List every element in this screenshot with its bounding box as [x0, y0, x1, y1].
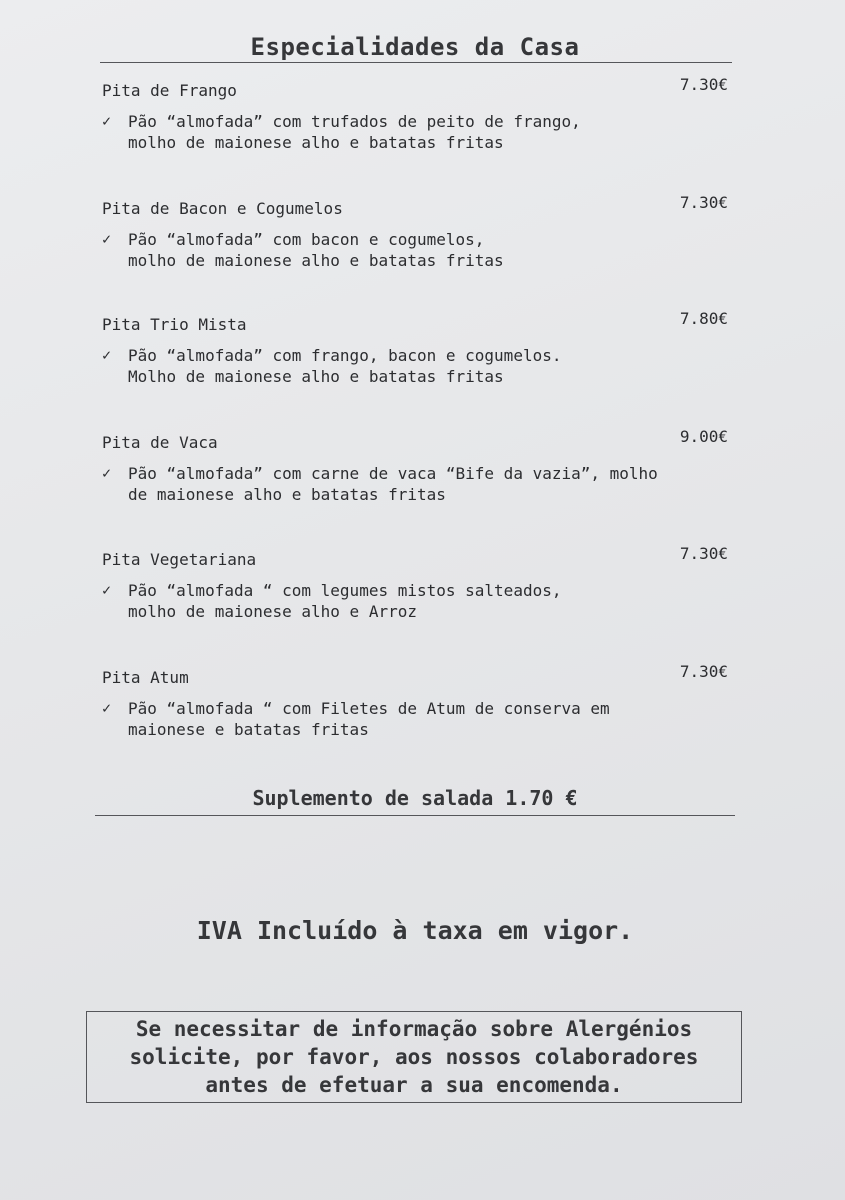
- description-line: Molho de maionese alho e batatas fritas: [128, 367, 504, 386]
- menu-item-price: 7.80€: [679, 309, 728, 328]
- menu-item-name: Pita Trio Mista: [102, 315, 247, 334]
- description-line: Pão “almofada” com trufados de peito de frango,: [128, 112, 581, 131]
- page-title: Especialidades da Casa: [250, 33, 580, 61]
- checkmark-icon: ✓: [102, 346, 112, 364]
- menu-item-price: 7.30€: [679, 193, 728, 212]
- salad-supplement: Suplemento de salada 1.70 €: [252, 786, 578, 810]
- menu-item-name: Pita Atum: [102, 668, 189, 687]
- menu-item-name: Pita Vegetariana: [102, 550, 257, 569]
- menu-item-name: Pita de Frango: [102, 81, 237, 100]
- description-line: de maionese alho e batatas fritas: [128, 485, 446, 504]
- menu-item-description: [102, 229, 504, 271]
- menu-item-price: 7.30€: [679, 662, 728, 681]
- checkmark-icon: ✓: [102, 464, 112, 482]
- menu-item-description: [102, 698, 610, 740]
- menu-item-description: [102, 345, 562, 387]
- description-line: molho de maionese alho e batatas fritas: [128, 251, 504, 270]
- allergen-notice-box: [86, 1011, 742, 1103]
- menu-item-name: Pita de Vaca: [102, 433, 218, 452]
- checkmark-icon: ✓: [102, 230, 112, 248]
- tax-note: IVA Incluído à taxa em vigor.: [196, 916, 634, 945]
- description-line: Pão “almofada “ com Filetes de Atum de conserva em: [128, 699, 610, 718]
- menu-item-description: [102, 111, 581, 153]
- menu-item-price: 7.30€: [679, 75, 728, 94]
- checkmark-icon: ✓: [102, 581, 112, 599]
- menu-item-description: [102, 463, 658, 505]
- menu-item-name: Pita de Bacon e Cogumelos: [102, 199, 343, 218]
- description-line: Pão “almofada” com frango, bacon e cogumelos.: [128, 346, 562, 365]
- description-line: maionese e batatas fritas: [128, 720, 369, 739]
- description-line: molho de maionese alho e Arroz: [128, 602, 417, 621]
- allergen-notice-line: antes de efetuar a sua encomenda.: [205, 1073, 623, 1097]
- description-line: Pão “almofada” com carne de vaca “Bife da vazia”, molho: [128, 464, 658, 483]
- title-divider: [100, 62, 732, 63]
- description-line: Pão “almofada “ com legumes mistos salteados,: [128, 581, 562, 600]
- description-line: molho de maionese alho e batatas fritas: [128, 133, 504, 152]
- description-line: Pão “almofada” com bacon e cogumelos,: [128, 230, 485, 249]
- menu-item-description: [102, 580, 562, 622]
- allergen-notice-line: solicite, por favor, aos nossos colaboradores: [129, 1045, 699, 1069]
- supplement-divider: [95, 815, 735, 816]
- checkmark-icon: ✓: [102, 112, 112, 130]
- menu-item-price: 9.00€: [679, 427, 728, 446]
- menu-item-price: 7.30€: [679, 544, 728, 563]
- checkmark-icon: ✓: [102, 699, 112, 717]
- allergen-notice-line: Se necessitar de informação sobre Alergénios: [135, 1017, 693, 1041]
